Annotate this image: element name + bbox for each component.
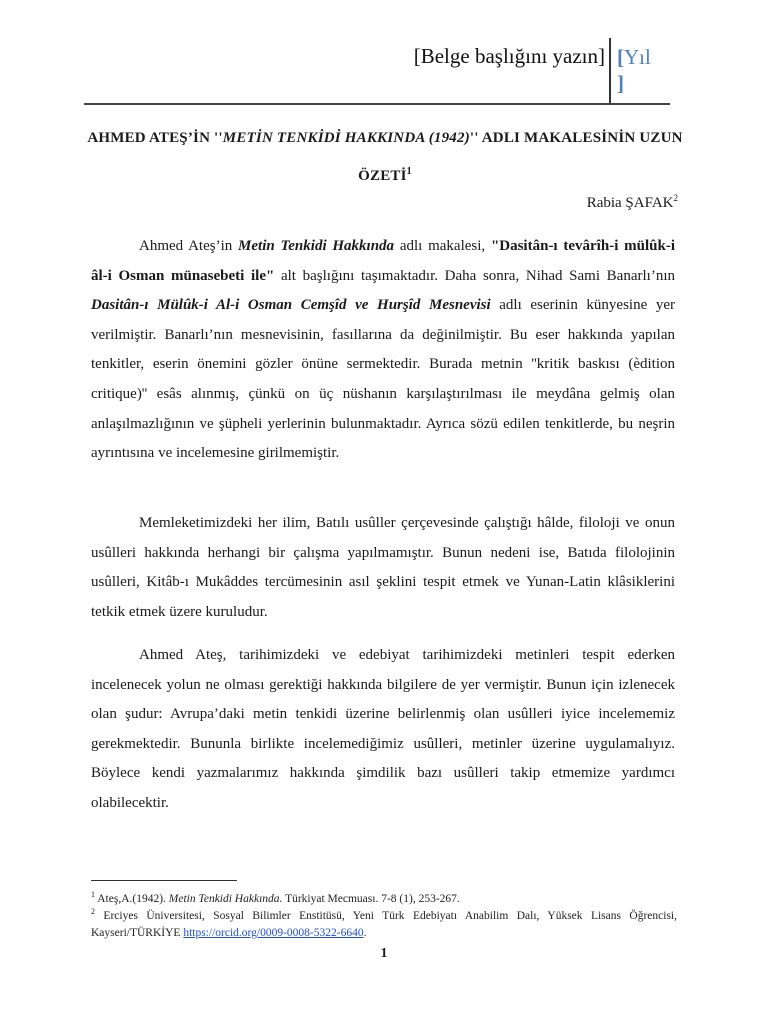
- author-name: Rabia ŞAFAK: [586, 195, 674, 211]
- footnote-separator: [91, 880, 237, 881]
- paragraph-1: [91, 232, 675, 469]
- fn2-text-2: .: [363, 926, 367, 939]
- fn2-text-1: Erciyes Üniversitesi, Sosyal Bilimler Enstitüsü, Yeni Türk Edebiyatı Anabilim Dalı, Yüksek Lisans Öğrencisi, Kayseri/TÜRKİYE: [91, 909, 677, 939]
- header-year-placeholder[interactable]: [617, 44, 677, 96]
- title-part2: '' ADLI MAKALESİNİN UZUN ÖZETİ: [358, 130, 683, 184]
- year-text: Yıl: [624, 45, 651, 69]
- fn2-mark: 2: [91, 907, 95, 916]
- p1-bold-italic-2: Dasitân-ı Mülûk-i Al-i Osman Cemşîd ve Hurşîd Mesnevisi: [91, 297, 491, 314]
- p1-text-3: alt başlığını taşımaktadır. Daha sonra, Nihad Sami Banarlı’nın: [274, 267, 675, 284]
- p1-bold-italic-1: Metin Tenkidi Hakkında: [238, 238, 395, 254]
- p1-text-4: adlı eserinin künyesine yer verilmiştir. Banarlı’nın mesnevisinin, fasıllarına da değinilmiştir. Bu eser hakkında yapılan tenkitler, eserin önemini gözler önüne sermektedir. Burada metnin ''kritik baskısı (èdition critique)'' esâs alınmış, çünkü on üç nüshanın karşılaştırılması ile meydâna gelmiş olan anlaşılmazlığının ve şüpheli yerlerinin bulunmaktadır. Ayrıca sözü edilen tenkitlerde, bu neşrin ayrıntısına ve incelemesine girilmemiştir.: [91, 297, 675, 462]
- year-close-bracket: ]: [617, 71, 624, 95]
- header-title: [Belge başlığını yazın]: [413, 44, 605, 68]
- fn1-italic: Metin Tenkidi Hakkında.: [168, 892, 283, 905]
- title-part1: AHMED ATEŞ’İN '': [87, 130, 223, 146]
- document-title: [80, 121, 690, 193]
- author-line: [400, 193, 678, 212]
- header-separator: [609, 38, 611, 104]
- footnote-2: [91, 903, 677, 942]
- fn1-mark: 1: [91, 890, 95, 899]
- header-rule: [84, 103, 670, 105]
- paragraph-3: Ahmed Ateş, tarihimizdeki ve edebiyat tarihimizdeki metinleri tespit ederken incelenecek yolun ne olması gerektiği hakkında bilgilere de yer vermiştir. Bunun için izlenecek olan şudur: Avrupa’daki metin tenkidi üzerine belirlenmiş olan usûlleri iyice incelememiz gerekmektedir. Bununla birlikte incelemediğimiz usûlleri, metinler üzerine uygulamalıyız. Böylece kendi yazmalarımız hakkında şimdilik bazı usûlleri takip etmemize yardımcı olabilecektir.: [91, 647, 675, 811]
- fn1-text-1: Ateş,A.(1942).: [95, 892, 169, 905]
- orcid-link[interactable]: https://orcid.org/0009-0008-5322-6640: [183, 926, 364, 939]
- p1-text-1: Ahmed Ateş’in: [139, 238, 239, 254]
- title-italic: METİN TENKİDİ HAKKINDA (1942): [222, 130, 470, 146]
- author-footnote-ref[interactable]: 2: [673, 193, 678, 203]
- paragraph-2: Memleketimizdeki her ilim, Batılı usûller çerçevesinde çalıştığı hâlde, filoloji ve onun usûlleri hakkında herhangi bir çalışma yapılmamıştır. Bunun nedeni ise, Batıda filolojinin usûlleri, Kitâb-ı Mukâddes tercümesinin asıl şeklini tespit etmek ve Yunan-Latin klâsiklerini tetkik etmek üzere kuruludur.: [91, 515, 675, 620]
- title-footnote-ref[interactable]: 1: [406, 166, 412, 177]
- fn1-text-2: Türkiyat Mecmuası. 7-8 (1), 253-267.: [282, 892, 460, 905]
- year-open-bracket: [: [617, 45, 624, 69]
- p1-bold-1: "Dasitân-ı tevârîh-i mülûk-i âl-i Osman münasebeti ile": [91, 238, 675, 284]
- p1-text-2: adlı makalesi,: [394, 238, 491, 254]
- page-number: 1: [380, 946, 388, 961]
